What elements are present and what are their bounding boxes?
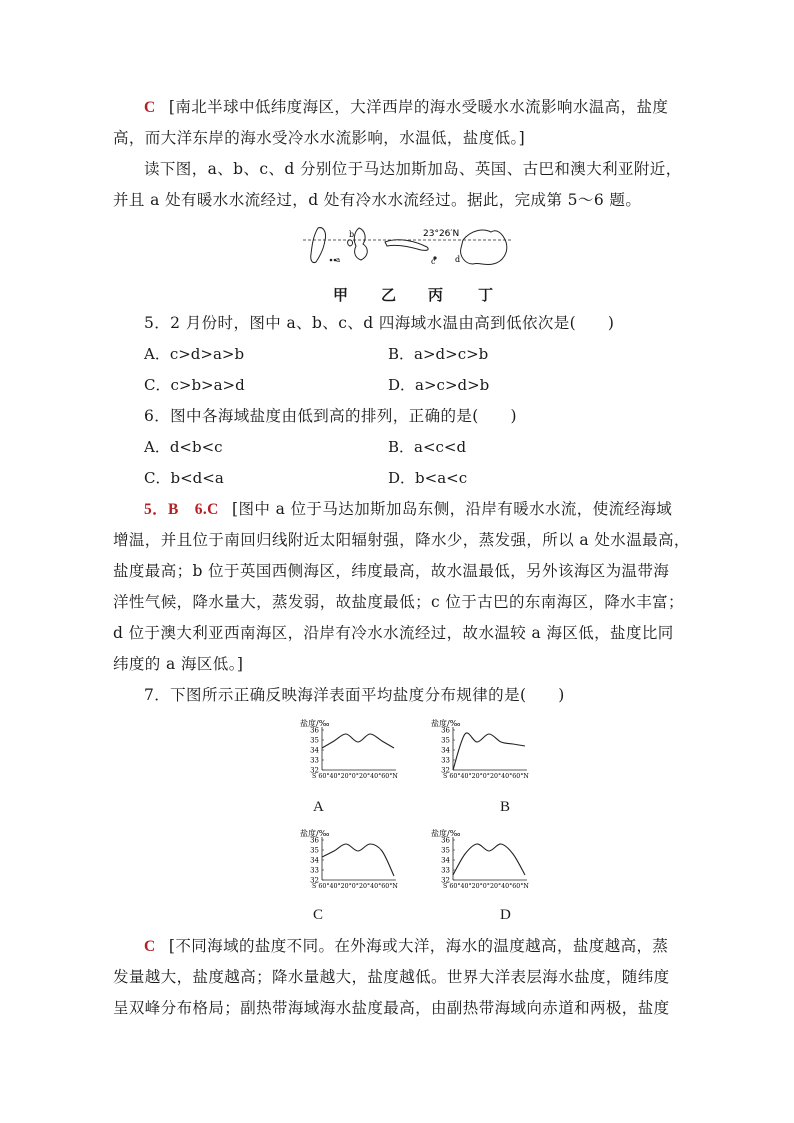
answer-paragraph-5-6 — [144, 499, 672, 520]
australia-outline — [461, 230, 507, 265]
answer-letters: 5．B 6.C — [144, 501, 219, 518]
map-panel-label: 甲 — [333, 286, 349, 304]
answer-text: [南北半球中低纬度海区，大洋西岸的海水受暖水水流影响水温高，盐度 — [168, 98, 669, 116]
chart-svg — [431, 718, 543, 784]
salinity-chart-b — [431, 718, 543, 784]
x-tick-labels: S 60°40°20°0°20°40°60°N — [312, 883, 398, 890]
answer-text: [图中 a 位于马达加斯加岛东侧，沿岸有暖水水流，使流经海域 — [232, 500, 673, 518]
salinity-series-line — [453, 733, 525, 770]
y-tick-label: 32 — [310, 766, 319, 775]
answer-text-line: 纬度的 a 海区低。] — [113, 655, 244, 673]
ireland-outline — [348, 240, 353, 246]
answer-paragraph-1 — [144, 97, 668, 118]
map-panel-label: 乙 — [381, 286, 397, 304]
answer-text-line: d 位于澳大利亚西南海区，沿岸有冷水水流经过，故水温较 a 海区低，盐度比同 — [113, 624, 674, 642]
y-tick-label: 34 — [310, 856, 319, 865]
point-label-a: a — [336, 256, 341, 264]
y-tick-label: 35 — [441, 846, 450, 855]
point-label-c: c — [431, 257, 436, 266]
y-tick-label: 32 — [310, 876, 319, 885]
y-tick-label: 33 — [310, 756, 319, 765]
y-axis-label: 盐度/‰ — [431, 829, 461, 838]
y-tick-label: 32 — [441, 766, 450, 775]
salinity-chart-c — [300, 828, 412, 894]
y-tick-label: 36 — [441, 836, 450, 845]
answer-text: [不同海域的盐度不同。在外海或大洋，海水的温度越高，盐度越高，蒸 — [168, 937, 669, 955]
question-5-stem: 5．2 月份时，图中 a、b、c、d 四海域水温由高到低依次是( ) — [144, 314, 615, 332]
answer-text-line: 盐度最高；b 位于英国西侧海区，纬度最高，故水温最低，另外该海区为温带海 — [113, 562, 670, 580]
salinity-series-line — [453, 844, 525, 875]
chart-svg — [300, 828, 412, 894]
chart-svg — [431, 828, 543, 894]
map-figure — [303, 224, 513, 270]
y-tick-label: 34 — [441, 746, 450, 755]
y-axis-label: 盐度/‰ — [431, 719, 461, 728]
answer-text-line: 发量越大，盐度越高；降水量越大，盐度越低。世界大洋表层海水盐度，随纬度 — [113, 968, 670, 986]
q6-option-b: B．a<c<d — [388, 438, 467, 456]
y-tick-label: 35 — [441, 736, 450, 745]
answer-letter: C — [144, 99, 156, 116]
salinity-chart-d — [431, 828, 543, 894]
q6-option-c: C．b<d<a — [144, 469, 224, 487]
chart-label: B — [500, 799, 511, 815]
answer-paragraph-7 — [144, 936, 668, 957]
chart-label: D — [500, 907, 511, 923]
cuba-outline — [385, 240, 428, 251]
chart-svg — [300, 718, 412, 784]
y-tick-label: 33 — [441, 756, 450, 765]
y-tick-label: 36 — [441, 726, 450, 735]
answer-text-line: 高，而大洋东岸的海水受冷水水流影响，水温低，盐度低。] — [113, 129, 526, 147]
y-tick-label: 33 — [441, 866, 450, 875]
map-panel-label: 丙 — [428, 286, 444, 304]
y-tick-label: 34 — [310, 746, 319, 755]
y-axis-label: 盐度/‰ — [300, 829, 330, 838]
q5-option-b: B．a>d>c>b — [388, 345, 489, 363]
x-tick-labels: S 60°40°20°0°20°40°60°N — [443, 773, 529, 780]
uk-outline — [354, 228, 367, 260]
chart-label: C — [313, 907, 324, 923]
y-tick-label: 35 — [310, 846, 319, 855]
y-tick-label: 36 — [310, 726, 319, 735]
answer-text-line: 洋性气候，降水量大，蒸发弱，故盐度最低；c 位于古巴的东南海区，降水丰富； — [113, 593, 684, 611]
q5-option-d: D．a>c>d>b — [388, 376, 490, 394]
answer-text-line: 呈双峰分布格局；副热带海域海水盐度最高，由副热带海域向赤道和两极，盐度 — [113, 999, 670, 1017]
y-tick-label: 33 — [310, 866, 319, 875]
point-dot — [330, 259, 333, 262]
salinity-series-line — [322, 844, 394, 876]
answer-text-line: 增温，并且位于南回归线附近太阳辐射强，降水少，蒸发强，所以 a 处水温最高， — [113, 531, 690, 549]
q6-option-d: D．b<a<c — [388, 469, 468, 487]
intro-text-line: 读下图，a、b、c、d 分别位于马达加斯加岛、英国、古巴和澳大利亚附近， — [144, 160, 682, 178]
y-tick-label: 34 — [441, 856, 450, 865]
tropic-label: 23°26′N — [423, 229, 460, 239]
q5-option-a: A．c>d>a>b — [144, 345, 245, 363]
q6-option-a: A．d<b<c — [144, 438, 223, 456]
x-tick-labels: S 60°40°20°0°20°40°60°N — [312, 773, 398, 780]
salinity-series-line — [322, 734, 394, 748]
q5-option-c: C．c>b>a>d — [144, 376, 245, 394]
intro-text-line: 并且 a 处有暖水水流经过，d 处有冷水水流经过。据此，完成第 5～6 题。 — [113, 191, 642, 209]
y-tick-label: 35 — [310, 736, 319, 745]
salinity-chart-a — [300, 718, 412, 784]
point-label-b: b — [349, 230, 355, 239]
y-axis-label: 盐度/‰ — [300, 719, 330, 728]
answer-letter: C — [144, 938, 156, 955]
y-tick-label: 36 — [310, 836, 319, 845]
chart-label: A — [313, 799, 324, 815]
y-tick-label: 32 — [441, 876, 450, 885]
map-panel-label: 丁 — [478, 286, 494, 304]
madagascar-outline — [311, 228, 326, 263]
map-svg — [303, 224, 513, 270]
question-6-stem: 6．图中各海域盐度由低到高的排列，正确的是( ) — [144, 407, 517, 425]
question-7-stem: 7．下图所示正确反映海洋表面平均盐度分布规律的是( ) — [144, 686, 565, 704]
point-label-d: d — [455, 255, 461, 264]
x-tick-labels: S 60°40°20°0°20°40°60°N — [443, 883, 529, 890]
